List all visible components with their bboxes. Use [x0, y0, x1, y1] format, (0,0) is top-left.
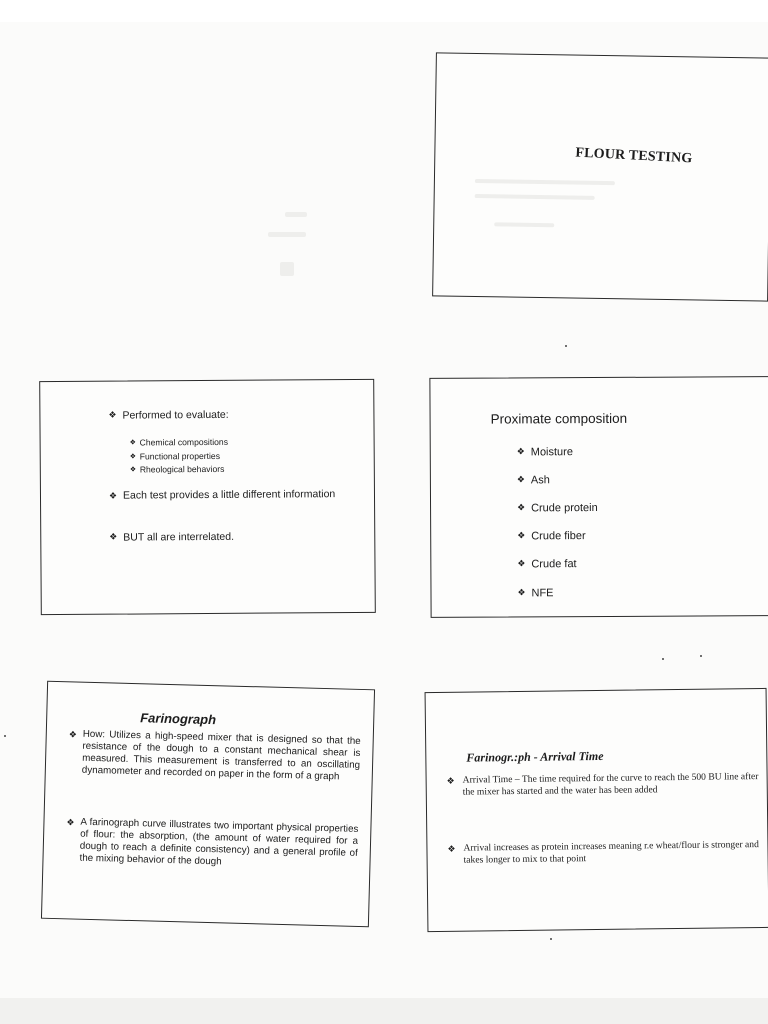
curve-paragraph: ❖ A farinograph curve illustrates two important physical properties of flour: the absorption, (the amount of water required for a dough to reach a definite consistency) and a general profile of the mixing behavior of the dough: [66, 816, 359, 868]
diamond-bullet-icon: ❖: [517, 502, 526, 513]
list-item: ❖ Rheological behaviors: [130, 463, 228, 477]
evaluated-properties-list: [130, 436, 229, 477]
scan-speck: [4, 735, 6, 737]
diamond-bullet-icon: ❖: [66, 817, 75, 828]
interrelated-text: BUT all are interrelated.: [123, 530, 235, 544]
slide-title: FLOUR TESTING: [575, 145, 693, 167]
list-item: ❖ Ash: [516, 474, 550, 487]
diamond-bullet-icon: ❖: [446, 775, 455, 786]
interrelated-bullet: [109, 531, 234, 544]
scan-speck: [700, 655, 702, 657]
how-paragraph: ❖ How: Utilizes a high-speed mixer that is designed so that the resistance of the dough to a constant mechanical shear is measured. This measurement is transferred to an oscillating dynamometer and recorded on paper in the form of a graph: [68, 728, 361, 783]
each-test-text: Each test provides a little different information: [122, 488, 336, 502]
diamond-bullet-icon: ❖: [516, 446, 525, 457]
slide-heading: Proximate composition: [490, 410, 628, 427]
diamond-bullet-icon: ❖: [108, 409, 117, 420]
each-test-bullet: [109, 488, 349, 503]
arrival-definition-paragraph: ❖ Arrival Time – The time required for the curve to reach the 500 BU line after the mixer has started and the water has been added: [446, 771, 759, 798]
diamond-bullet-icon: ❖: [108, 490, 118, 501]
intro-bullet: [108, 409, 228, 422]
bleed-through-mark: [494, 222, 554, 227]
farinograph-slide: [41, 681, 375, 928]
list-item: ❖ Crude fat: [517, 558, 577, 571]
list-item: ❖ Crude protein: [517, 502, 598, 515]
diamond-bullet-icon: ❖: [68, 729, 77, 740]
diamond-bullet-icon: ❖: [516, 474, 526, 485]
scan-top-edge: [0, 0, 768, 22]
intro-text: Performed to evaluate:: [122, 408, 229, 422]
scan-speck: [550, 938, 552, 940]
scan-bottom-edge: [0, 998, 768, 1024]
diamond-bullet-icon: ❖: [129, 452, 137, 461]
diamond-bullet-icon: ❖: [517, 587, 526, 598]
bleed-through-mark: [268, 232, 306, 237]
list-item: ❖ Chemical compositions: [130, 436, 228, 450]
diamond-bullet-icon: ❖: [517, 558, 526, 569]
arrival-protein-paragraph: ❖ Arrival increases as protein increases meaning r.e wheat/flour is stronger and takes longer to mix to that point: [447, 839, 759, 866]
diamond-bullet-icon: ❖: [109, 531, 118, 542]
list-item: ❖ Moisture: [516, 446, 573, 459]
list-item: ❖ Functional properties: [130, 449, 228, 463]
bleed-through-mark: [475, 179, 615, 185]
list-item: ❖ Crude fiber: [517, 530, 586, 543]
slide-heading: Farinograph: [140, 710, 217, 728]
scan-speck: [565, 345, 567, 347]
diamond-bullet-icon: ❖: [129, 466, 137, 474]
bleed-through-mark: [285, 212, 307, 217]
bleed-through-mark: [280, 262, 294, 276]
evaluate-slide: [39, 379, 376, 615]
diamond-bullet-icon: ❖: [447, 843, 456, 854]
diamond-bullet-icon: ❖: [129, 439, 136, 447]
title-slide: [432, 52, 768, 301]
arrival-time-slide: [425, 688, 768, 932]
bleed-through-mark: [475, 194, 595, 200]
list-item: ❖ NFE: [517, 587, 554, 600]
proximate-composition-slide: [429, 376, 768, 618]
slide-heading: Farinogr.:ph - Arrival Time: [466, 748, 604, 765]
scan-speck: [662, 658, 664, 660]
diamond-bullet-icon: ❖: [517, 530, 526, 541]
